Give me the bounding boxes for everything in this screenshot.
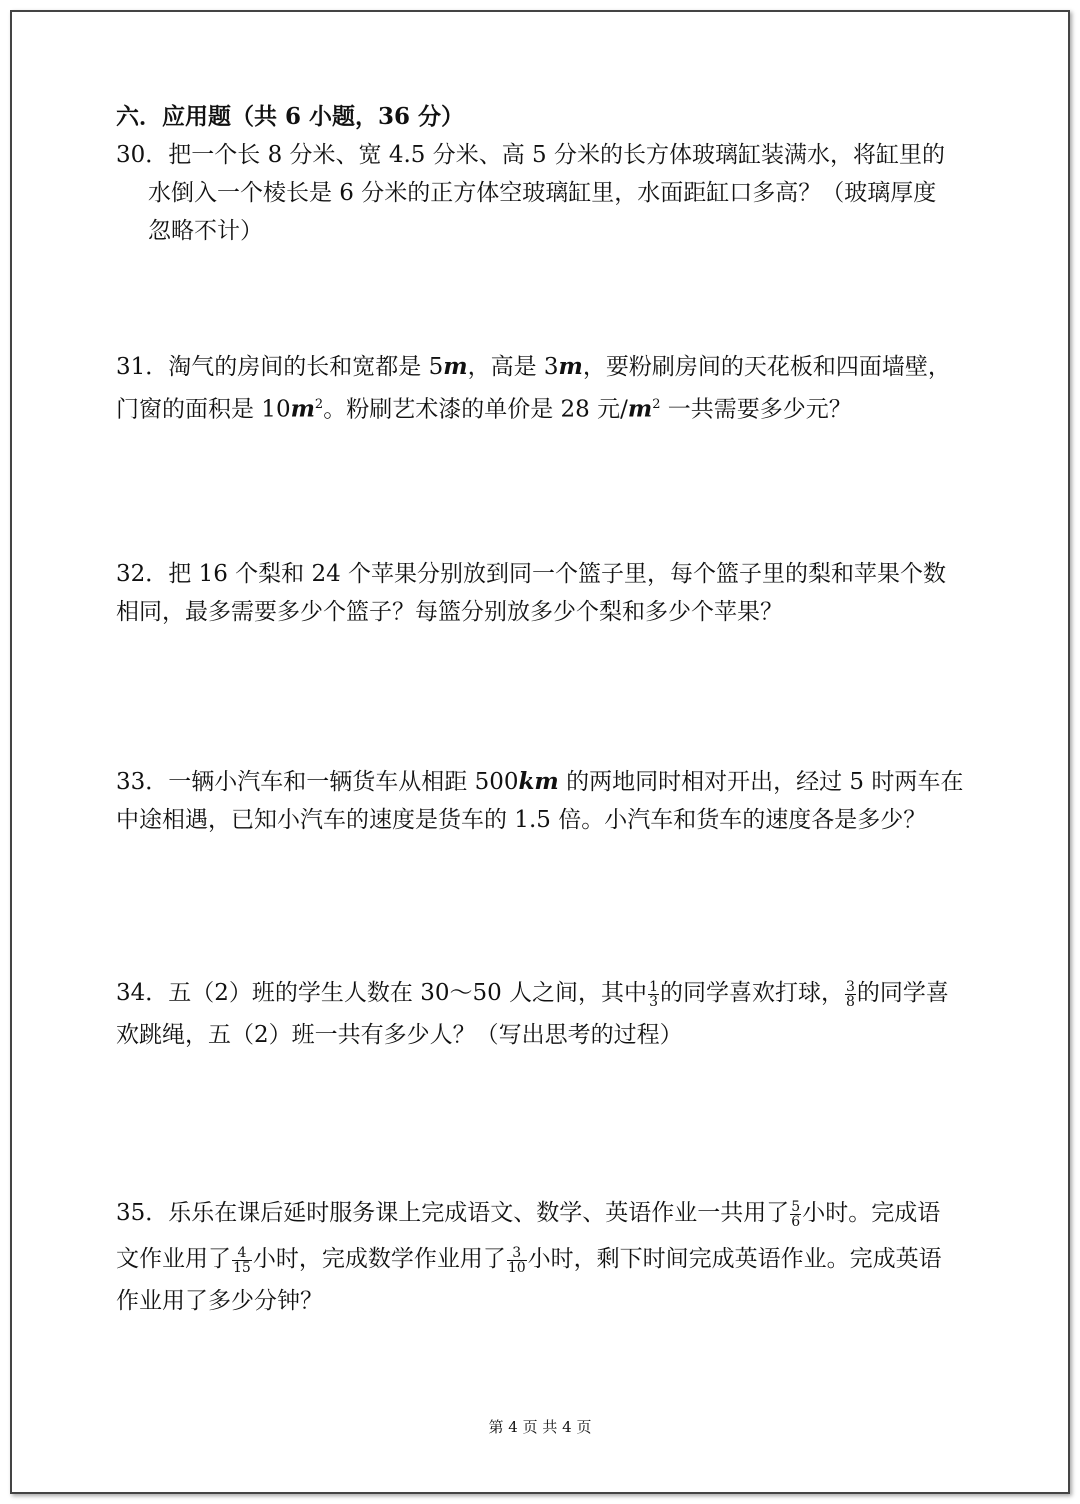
q35-text-b: 小时。完成语: [802, 1200, 941, 1226]
question-34: [116, 974, 966, 1054]
q31-line1: [116, 348, 966, 386]
q34-text-b: 的同学喜欢打球，: [659, 980, 844, 1006]
q31-text-c: ，要粉刷房间的天花板和四面墙壁，: [582, 354, 951, 380]
q34-text-c: 的同学喜: [856, 980, 949, 1006]
fraction-numerator: 1: [649, 978, 658, 995]
fraction: [790, 1200, 801, 1229]
q30-line1: 30．把一个长 8 分米、宽 4.5 分米、高 5 分米的长方体玻璃缸装满水，将缸里的: [116, 142, 945, 168]
fraction-numerator: 5: [791, 1198, 801, 1215]
question-32: [116, 555, 966, 631]
q33-text-b: 的两地同时相对开出，经过 5 时两车在: [558, 769, 964, 795]
question-31: [116, 348, 966, 429]
page-footer: 第 4 页 共 4 页: [488, 1418, 592, 1436]
section-title: 六．应用题（共 6 小题，36 分）: [116, 103, 465, 130]
question-35: [116, 1194, 966, 1320]
fraction-denominator: 8: [845, 993, 855, 1010]
q31-line2: [116, 386, 966, 429]
q31-text-d: 门窗的面积是 10: [116, 396, 291, 423]
fraction: [845, 980, 856, 1009]
superscript: 2: [652, 397, 661, 412]
q35-line1: [116, 1194, 966, 1232]
q35-line2: [116, 1240, 966, 1278]
q34-line2: 欢跳绳，五（2）班一共有多少人？（写出思考的过程）: [116, 1022, 683, 1048]
q35-text-d: 小时，完成数学作业用了: [252, 1246, 506, 1272]
q31-text-a: 31．淘气的房间的长和宽都是 5: [116, 354, 444, 380]
q31-text-e: 。粉刷艺术漆的单价是 28 元/: [323, 396, 628, 423]
q31-text-b: ，高是 3: [467, 354, 559, 380]
fraction-numerator: 4: [237, 1244, 247, 1261]
fraction-denominator: 3: [649, 993, 658, 1010]
superscript: 2: [314, 397, 324, 412]
q34-text-a: 34．五（2）班的学生人数在 30～50 人之间，其中: [116, 980, 648, 1006]
fraction: [232, 1246, 252, 1275]
q32-line1: 32．把 16 个梨和 24 个苹果分别放到同一个篮子里，每个篮子里的梨和苹果个数: [116, 561, 947, 587]
q33-line2: 中途相遇，已知小汽车的速度是货车的 1.5 倍。小汽车和货车的速度各是多少？: [116, 807, 927, 833]
unit-m: m: [627, 395, 653, 423]
question-33: [116, 763, 966, 839]
fraction: [648, 980, 659, 1009]
q33-text-a: 33．一辆小汽车和一辆货车从相距 500: [116, 769, 519, 795]
q30-line2: 水倒入一个棱长是 6 分米的正方体空玻璃缸里，水面距缸口多高？（玻璃厚度: [148, 180, 937, 206]
question-30: [116, 136, 966, 250]
q34-line1: [116, 974, 966, 1012]
fraction-numerator: 3: [845, 978, 855, 995]
q35-text-c: 文作业用了: [116, 1246, 231, 1272]
q31-text-f: 一共需要多少元？: [660, 396, 852, 423]
fraction: [507, 1246, 527, 1275]
unit-m: m: [443, 353, 468, 380]
q30-line3: 忽略不计）: [148, 218, 263, 244]
q35-text-a: 35．乐乐在课后延时服务课上完成语文、数学、英语作业一共用了: [116, 1200, 790, 1226]
fraction-denominator: 10: [507, 1259, 526, 1276]
unit-m: m: [290, 395, 315, 423]
q32-line2: 相同，最多需要多少个篮子？每篮分别放多少个梨和多少个苹果？: [116, 599, 783, 625]
fraction-denominator: 6: [791, 1213, 801, 1230]
fraction-numerator: 3: [512, 1244, 522, 1261]
q35-line3: 作业用了多少分钟？: [116, 1288, 323, 1314]
fraction-denominator: 15: [233, 1259, 251, 1276]
unit-km: km: [518, 768, 559, 795]
q35-text-e: 小时，剩下时间完成英语作业。完成英语: [527, 1246, 942, 1272]
unit-m: m: [558, 353, 583, 380]
q33-line1: [116, 763, 966, 801]
